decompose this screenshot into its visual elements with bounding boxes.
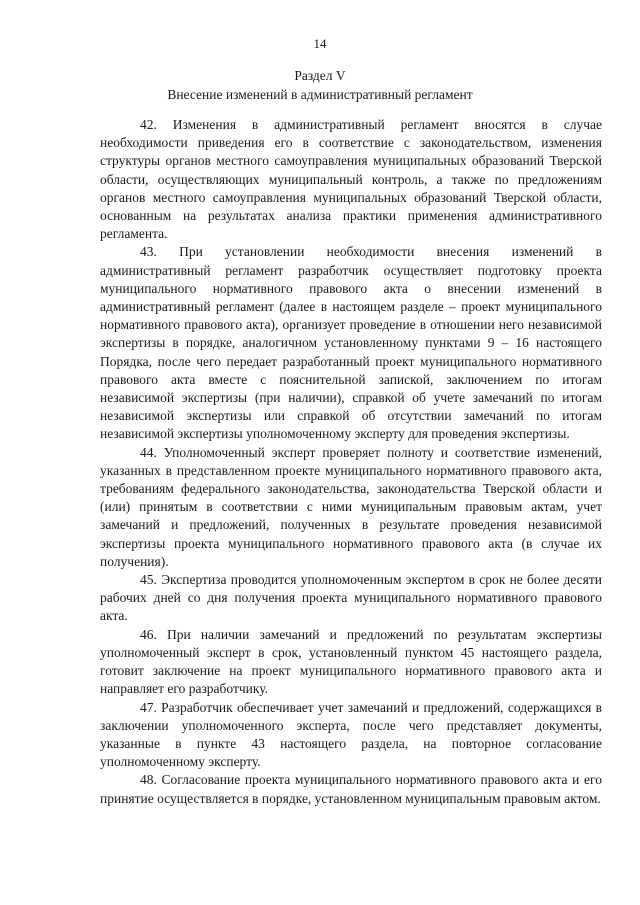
paragraph-47: 47. Разработчик обеспечивает учет замечаний и предложений, содержащихся в заключении уполномоченного эксперта, после чего представляет документы, указанные в пункте 43 настоящего раздела, на повторное согласование уполномоченному эксперту. — [100, 699, 602, 770]
section-subtitle: Внесение изменений в административный регламент — [167, 87, 473, 102]
section-title: Раздел V — [294, 68, 346, 83]
document-body — [100, 116, 602, 808]
paragraph-48: 48. Согласование проекта муниципального нормативного правового акта и его принятие осуществляется в порядке, установленном муниципальным правовым актом. — [100, 772, 602, 806]
paragraph-43: 43. При установлении необходимости внесения изменений в административный регламент разработчик осуществляет подготовку проекта муниципального нормативного правового акта о внесении изменений в административный регламент (далее в настоящем разделе – проект муниципального нормативного правового акта), организует проведение в отношении него независимой экспертизы в порядке, аналогичном установленному пунктами 9 – 16 настоящего Порядка, после чего передает разработанный проект муниципального нормативного правового акта вместе с пояснительной запиской, заключением по итогам независимой экспертизы (при наличии), справкой об учете замечаний по итогам независимой экспертизы или справкой об отсутствии замечаний по итогам независимой экспертизы уполномоченному эксперту для проведения экспертизы. — [100, 244, 602, 442]
paragraph-42: 42. Изменения в административный регламент вносятся в случае необходимости приведения его в соответствие с законодательством, изменения структуры органов местного самоуправления муниципальных образований Тверской области, осуществляющих муниципальный контроль, а также по предложениям органов местного самоуправления муниципальных образований Тверской области, основанным на результатах анализа практики применения административного регламента. — [100, 117, 602, 242]
paragraph-46: 46. При наличии замечаний и предложений по результатам экспертизы уполномоченный эксперт в срок, установленный пунктом 45 настоящего раздела, готовит заключение на проект муниципального нормативного правового акта и направляет его разработчику. — [100, 626, 602, 697]
paragraph-45: 45. Экспертиза проводится уполномоченным экспертом в срок не более десяти рабочих дней со дня получения проекта муниципального нормативного правового акта. — [100, 572, 602, 624]
page-number: 14 — [313, 36, 327, 51]
paragraph-44: 44. Уполномоченный эксперт проверяет полноту и соответствие изменений, указанных в представленном проекте муниципального нормативного правового акта, требованиям федерального законодательства, законодательства Тверской области и (или) принятым в соответствии с ними муниципальным правовым актам, учет замечаний и предложений, полученных в результате проведения независимой экспертизы проекта муниципального нормативного правового акта (в случае их получения). — [100, 444, 602, 569]
